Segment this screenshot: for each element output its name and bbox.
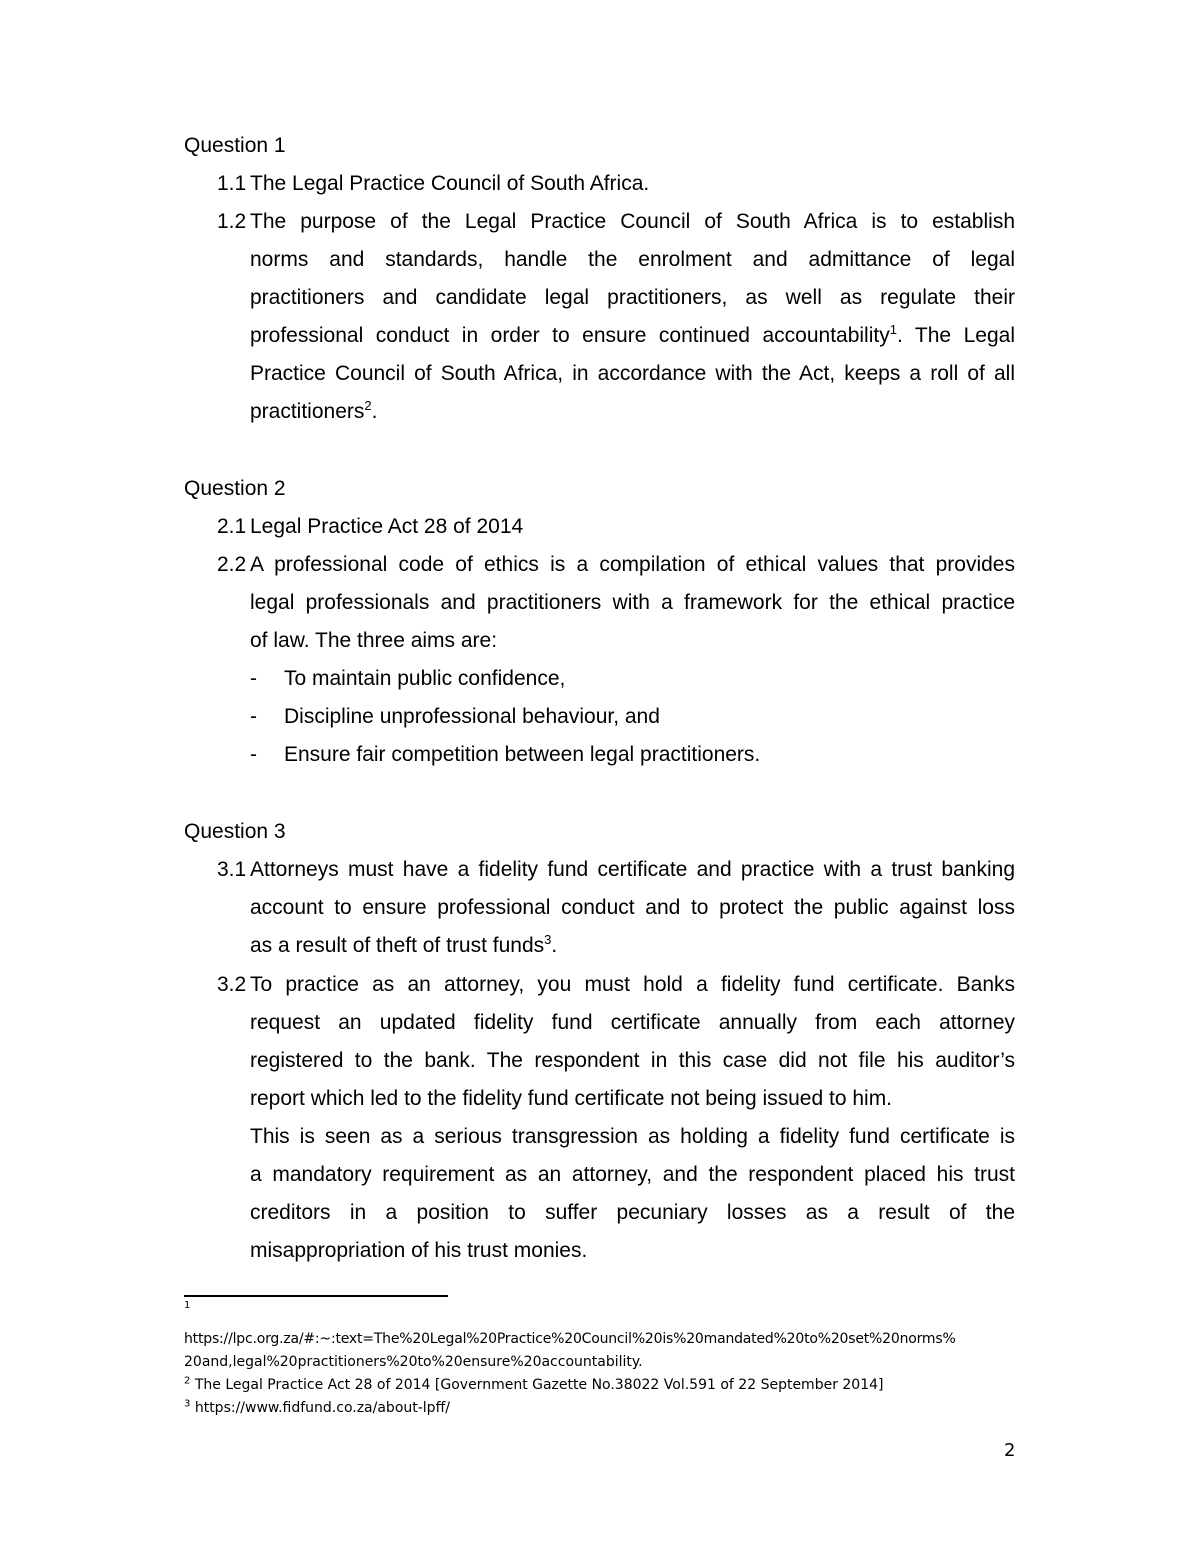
question-2-heading: Question 2 xyxy=(184,477,286,500)
item-1-1-number: 1.1 xyxy=(217,172,247,195)
page-number: 2 xyxy=(1004,1440,1016,1461)
item-2-1-number: 2.1 xyxy=(217,515,247,538)
aim-item: To maintain public confidence, xyxy=(284,667,566,690)
item-1-2-line xyxy=(250,317,1015,355)
item-3-2-line: report which led to the fidelity fund certificate not being issued to him. xyxy=(250,1087,893,1110)
item-1-1-line: The Legal Practice Council of South Africa. xyxy=(250,172,650,195)
item-3-1-line: Attorneys must have a fidelity fund certificate and practice with a trust banking xyxy=(250,858,1015,881)
item-3-1-number: 3.1 xyxy=(217,858,247,881)
item-3-2-line: registered to the bank. The respondent in this case did not file his auditor’s xyxy=(250,1049,1015,1072)
footnote-3-mark: 3 xyxy=(184,1398,191,1410)
aim-item: Ensure fair competition between legal practitioners. xyxy=(284,743,761,766)
item-3-1-line xyxy=(250,927,1015,965)
item-1-2-line: The purpose of the Legal Practice Council of South Africa is to establish xyxy=(250,210,1015,233)
item-2-2-line: A professional code of ethics is a compilation of ethical values that provides xyxy=(250,553,1015,576)
footnote-2-text: The Legal Practice Act 28 of 2014 [Government Gazette No.38022 Vol.591 of 22 September 2014] xyxy=(190,1377,884,1393)
item-3-2-line: misappropriation of his trust monies. xyxy=(250,1239,588,1262)
item-3-2-line: To practice as an attorney, you must hold a fidelity fund certificate. Banks xyxy=(250,973,1015,996)
item-1-1-text xyxy=(250,165,1015,203)
bullet-dash: - xyxy=(250,705,257,728)
item-2-1-line: Legal Practice Act 28 of 2014 xyxy=(250,515,524,538)
footnote-ref-1: 1 xyxy=(889,322,897,337)
item-1-2-line-part: professional conduct in order to ensure continued accountability xyxy=(250,324,890,347)
item-3-1-line: account to ensure professional conduct and to protect the public against loss xyxy=(250,896,1015,919)
item-1-2-number: 1.2 xyxy=(217,210,247,233)
item-1-2-line-part: practitioners xyxy=(250,400,365,423)
item-2-1-text xyxy=(250,508,1015,546)
item-2-2-line: legal professionals and practitioners with a framework for the ethical practice xyxy=(250,591,1015,614)
item-3-2-line: This is seen as a serious transgression as holding a fidelity fund certificate is xyxy=(250,1125,1015,1148)
item-1-2-line: practitioners and candidate legal practitioners, as well as regulate their xyxy=(250,286,1015,309)
item-2-2-text xyxy=(250,546,1015,660)
aim-item: Discipline unprofessional behaviour, and xyxy=(284,705,660,728)
item-3-2-line: request an updated fidelity fund certificate annually from each attorney xyxy=(250,1011,1015,1034)
item-3-2-line: a mandatory requirement as an attorney, and the respondent placed his trust xyxy=(250,1163,1015,1186)
footnote-3 xyxy=(184,1397,1019,1419)
item-3-2-text xyxy=(250,966,1015,1270)
footnote-1-link-cont[interactable]: 20and,legal%20practitioners%20to%20ensure%20accountability. xyxy=(184,1354,643,1370)
footnote-2 xyxy=(184,1374,1019,1396)
item-3-2-number: 3.2 xyxy=(217,973,247,996)
footnote-3-link[interactable]: https://www.fidfund.co.za/about-lpff/ xyxy=(190,1400,450,1416)
item-3-2-line: creditors in a position to suffer pecuniary losses as a result of the xyxy=(250,1201,1015,1224)
item-2-2-line: of law. The three aims are: xyxy=(250,629,498,652)
item-1-2-text xyxy=(250,203,1015,431)
item-3-1-line-part: as a result of theft of trust funds xyxy=(250,934,545,957)
footnote-ref-2: 2 xyxy=(364,398,372,413)
item-3-1-line-part: . xyxy=(551,934,558,957)
item-1-2-line-part: . xyxy=(371,400,378,423)
footnote-2-mark: 2 xyxy=(184,1375,191,1387)
footnote-separator xyxy=(184,1295,448,1297)
bullet-dash: - xyxy=(250,743,257,766)
item-1-2-line xyxy=(250,393,1015,431)
question-1-heading: Question 1 xyxy=(184,134,286,157)
footnote-1-mark: 1 xyxy=(184,1300,191,1311)
item-2-2-number: 2.2 xyxy=(217,553,247,576)
item-1-2-line-part: . The Legal xyxy=(896,324,1015,347)
question-3-heading: Question 3 xyxy=(184,820,286,843)
footnote-ref-3: 3 xyxy=(544,932,552,947)
footnote-1-link[interactable]: https://lpc.org.za/#:~:text=The%20Legal%20Practice%20Council%20is%20mandated%20to%20set%20norms% xyxy=(184,1331,956,1347)
bullet-dash: - xyxy=(250,667,257,690)
item-1-2-line: norms and standards, handle the enrolment and admittance of legal xyxy=(250,248,1015,271)
item-3-1-text xyxy=(250,851,1015,965)
item-1-2-line: Practice Council of South Africa, in accordance with the Act, keeps a roll of all xyxy=(250,362,1015,385)
